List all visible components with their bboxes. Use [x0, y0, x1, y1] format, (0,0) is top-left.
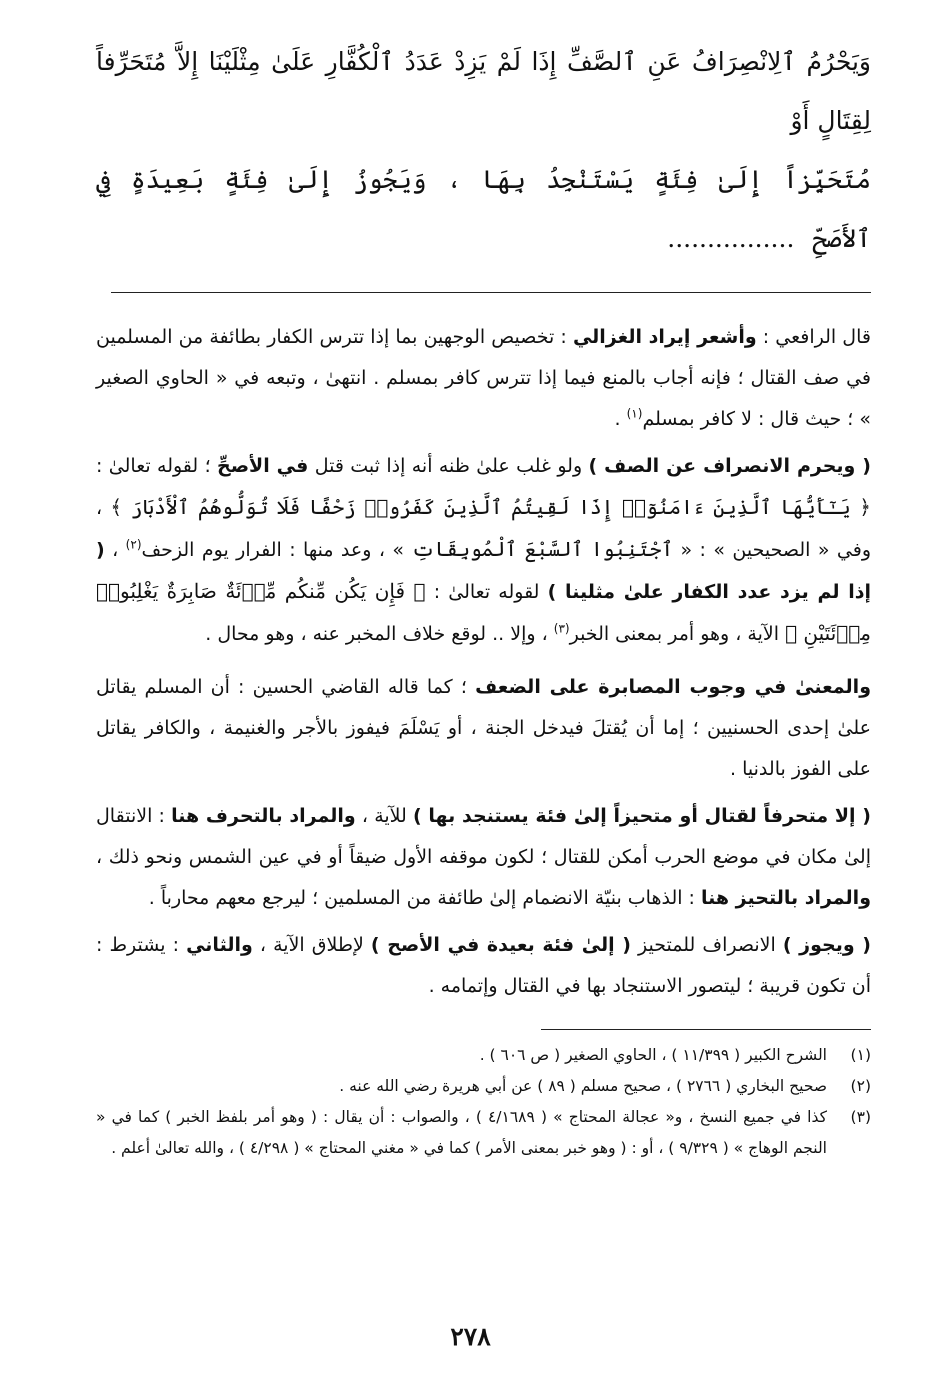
text-run: : يشترط : أن تكون قريبة ؛ ليتصور الاستنجاد بها في القتال وإتمامه .: [96, 934, 871, 997]
footnote-1: [96, 1040, 871, 1071]
text-run: ، وفي « الصحيحين » : «: [96, 497, 871, 561]
bold-run: ( إلىٰ فئة بعيدة في الأصح ): [370, 934, 631, 956]
text-run: » ، وعد منها : الفرار يوم الزحف: [141, 539, 412, 561]
footnote-number: (١): [850, 1046, 871, 1064]
text-run: ،: [104, 539, 126, 561]
commentary-text: [96, 317, 871, 1007]
text-run: لقوله تعالىٰ :: [425, 581, 548, 603]
text-run: الانصراف للمتحيز: [630, 934, 783, 956]
text-run: الآية ، وهو أمر بمعنى الخبر: [569, 623, 786, 645]
bold-run: والمراد بالتحرف هنا: [171, 805, 356, 827]
footnote-text: الشرح الكبير ( ١١/٣٩٩ ) ، الحاوي الصغير ( ص ٦٠٦ ) .: [479, 1046, 827, 1064]
footnote-text: كذا في جميع النسخ ، و« عجالة المحتاج » ( ٤/١٦٨٩ ) ، والصواب : أن يقال : ( وهو أمر بلفظ الخبر ) كما في « النجم الوهاج » ( ٩/٣٢٩ ) ، أو : ( وهو خبر بمعنى الأمر ) كما في « مغني المحتاج » ( ٤/٢٩٨ ) ، والله تعالىٰ أعلم .: [96, 1108, 827, 1157]
paragraph-2: [96, 446, 871, 655]
text-run: ولو غلب علىٰ ظنه أنه إذا ثبت قتل: [308, 455, 589, 477]
paragraph-1: [96, 317, 871, 440]
footnote-2: [96, 1071, 871, 1102]
quran-verse-1: ﴿ يَـٰٓأَيُّهَا ٱلَّذِينَ ءَامَنُوٓا۟ إِذَا لَقِيتُمُ ٱلَّذِينَ كَفَرُوا۟ زَحْفًا فَلَا تُوَلُّوهُمُ ٱلْأَدْبَارَ ﴾: [110, 495, 872, 519]
bold-run: وأشعر إيراد الغزالي: [572, 326, 757, 348]
matn-dots: ................: [667, 224, 795, 253]
bold-run: ( ويجوز ): [782, 934, 871, 956]
text-run: : الانتقال إلىٰ مكان في موضع الحرب أمكن للقتال ؛ لكون موقفه الأول ضيقاً أو في عين الشمس ونحو ذلك ،: [96, 805, 871, 868]
paragraph-4: [96, 796, 871, 919]
text-run: ؛ كما قاله القاضي الحسين : أن المسلم يقاتل علىٰ إحدى الحسنيين ؛ إما أن يُقتلَ فيدخل الجنة ، أو يَسْلَمَ فيفوز بالأجر والغنيمة ، والكافر يقاتل على الفوز بالدنيا .: [96, 676, 871, 780]
bold-run: والمعنىٰ في وجوب المصابرة على الضعف: [475, 676, 872, 698]
text-run: .: [614, 408, 627, 430]
footnotes: [96, 1040, 871, 1164]
text-run: للآية ،: [355, 805, 413, 827]
quran-verse-2: ﴿ فَإِن يَكُن مِّنكُم مِّا۟ئَةٌ صَابِرَةٌ يَغْلِبُوا۟ مِا۟ئَتَيْنِ ﴾: [96, 579, 871, 645]
bold-run: في الأصحِّ: [217, 455, 309, 477]
footnote-ref-2: (٢): [125, 537, 142, 552]
footnote-ref-3: (٣): [553, 621, 570, 636]
text-run: ؛ لقوله تعالىٰ :: [96, 455, 217, 477]
text-run: قال الرافعي :: [756, 326, 871, 348]
hadith-quote: ٱجْتَنِبُوا ٱلسَّبْعَ ٱلْمُوبِقَاتِ: [411, 537, 674, 561]
footnote-separator-rule: [541, 1029, 871, 1030]
bold-run: ( ويحرم الانصراف عن الصف ): [588, 455, 871, 477]
footnote-number: (٢): [850, 1077, 871, 1095]
page-number: ٢٧٨: [450, 1322, 491, 1351]
footnote-text: صحيح البخاري ( ٢٧٦٦ ) ، صحيح مسلم ( ٨٩ ) عن أبي هريرة رضي الله عنه .: [339, 1077, 827, 1095]
paragraph-3: [96, 667, 871, 790]
matn-line-2: [96, 150, 871, 268]
bold-run: ( إلا متحرفاً لقتال أو متحيزاً إلىٰ فئة يستنجد بها ): [412, 805, 871, 827]
footnote-number: (٣): [850, 1108, 871, 1126]
text-run: : الذهاب بنيّة الانضمام إلىٰ طائفة من المسلمين ؛ ليرجع معهم محارباً .: [148, 887, 701, 909]
matn-line-1: وَيَحْرُمُ ٱلِانْصِرَافُ عَنِ ٱلصَّفِّ إِذَا لَمْ يَزِدْ عَدَدُ ٱلْكُفَّارِ عَلَىٰ مِثْلَيْنَا إِلاَّ مُتَحَرِّفاً لِقِتَالٍ أَوْ: [96, 47, 871, 135]
text-run: ، وإلا .. لوقع خلاف المخبر عنه ، وهو محال .: [205, 623, 554, 645]
footnote-3: [96, 1102, 871, 1164]
matn-line-2-text: مُتَحَيِّزاً إِلَىٰ فِئَةٍ يَسْتَنْجِدُ بِهَا ، وَيَجُوزُ إِلَىٰ فِئَةٍ بَعِيدَةٍ فِي ٱلأَصَحِّ: [96, 165, 871, 253]
matn-text: [96, 32, 871, 268]
bold-run: والمراد بالتحيز هنا: [701, 887, 871, 909]
paragraph-5: [96, 925, 871, 1007]
text-run: : تخصيص الوجهين بما إذا تترس الكفار بطائفة من المسلمين في صف القتال ؛ فإنه أجاب بالمنع فيما إذا تترس كافر بمسلم . انتهىٰ ، وتبعه في « الحاوي الصغير » ؛ حيث قال : لا كافر بمسلم: [96, 326, 871, 430]
footnote-ref-1: (١): [626, 406, 643, 421]
bold-run: والثاني: [186, 934, 253, 956]
matn-separator-rule: [111, 292, 871, 293]
text-run: لإطلاق الآية ،: [252, 934, 371, 956]
bold-run: ( إذا لم يزد عدد الكفار علىٰ مثلينا ): [96, 539, 872, 603]
